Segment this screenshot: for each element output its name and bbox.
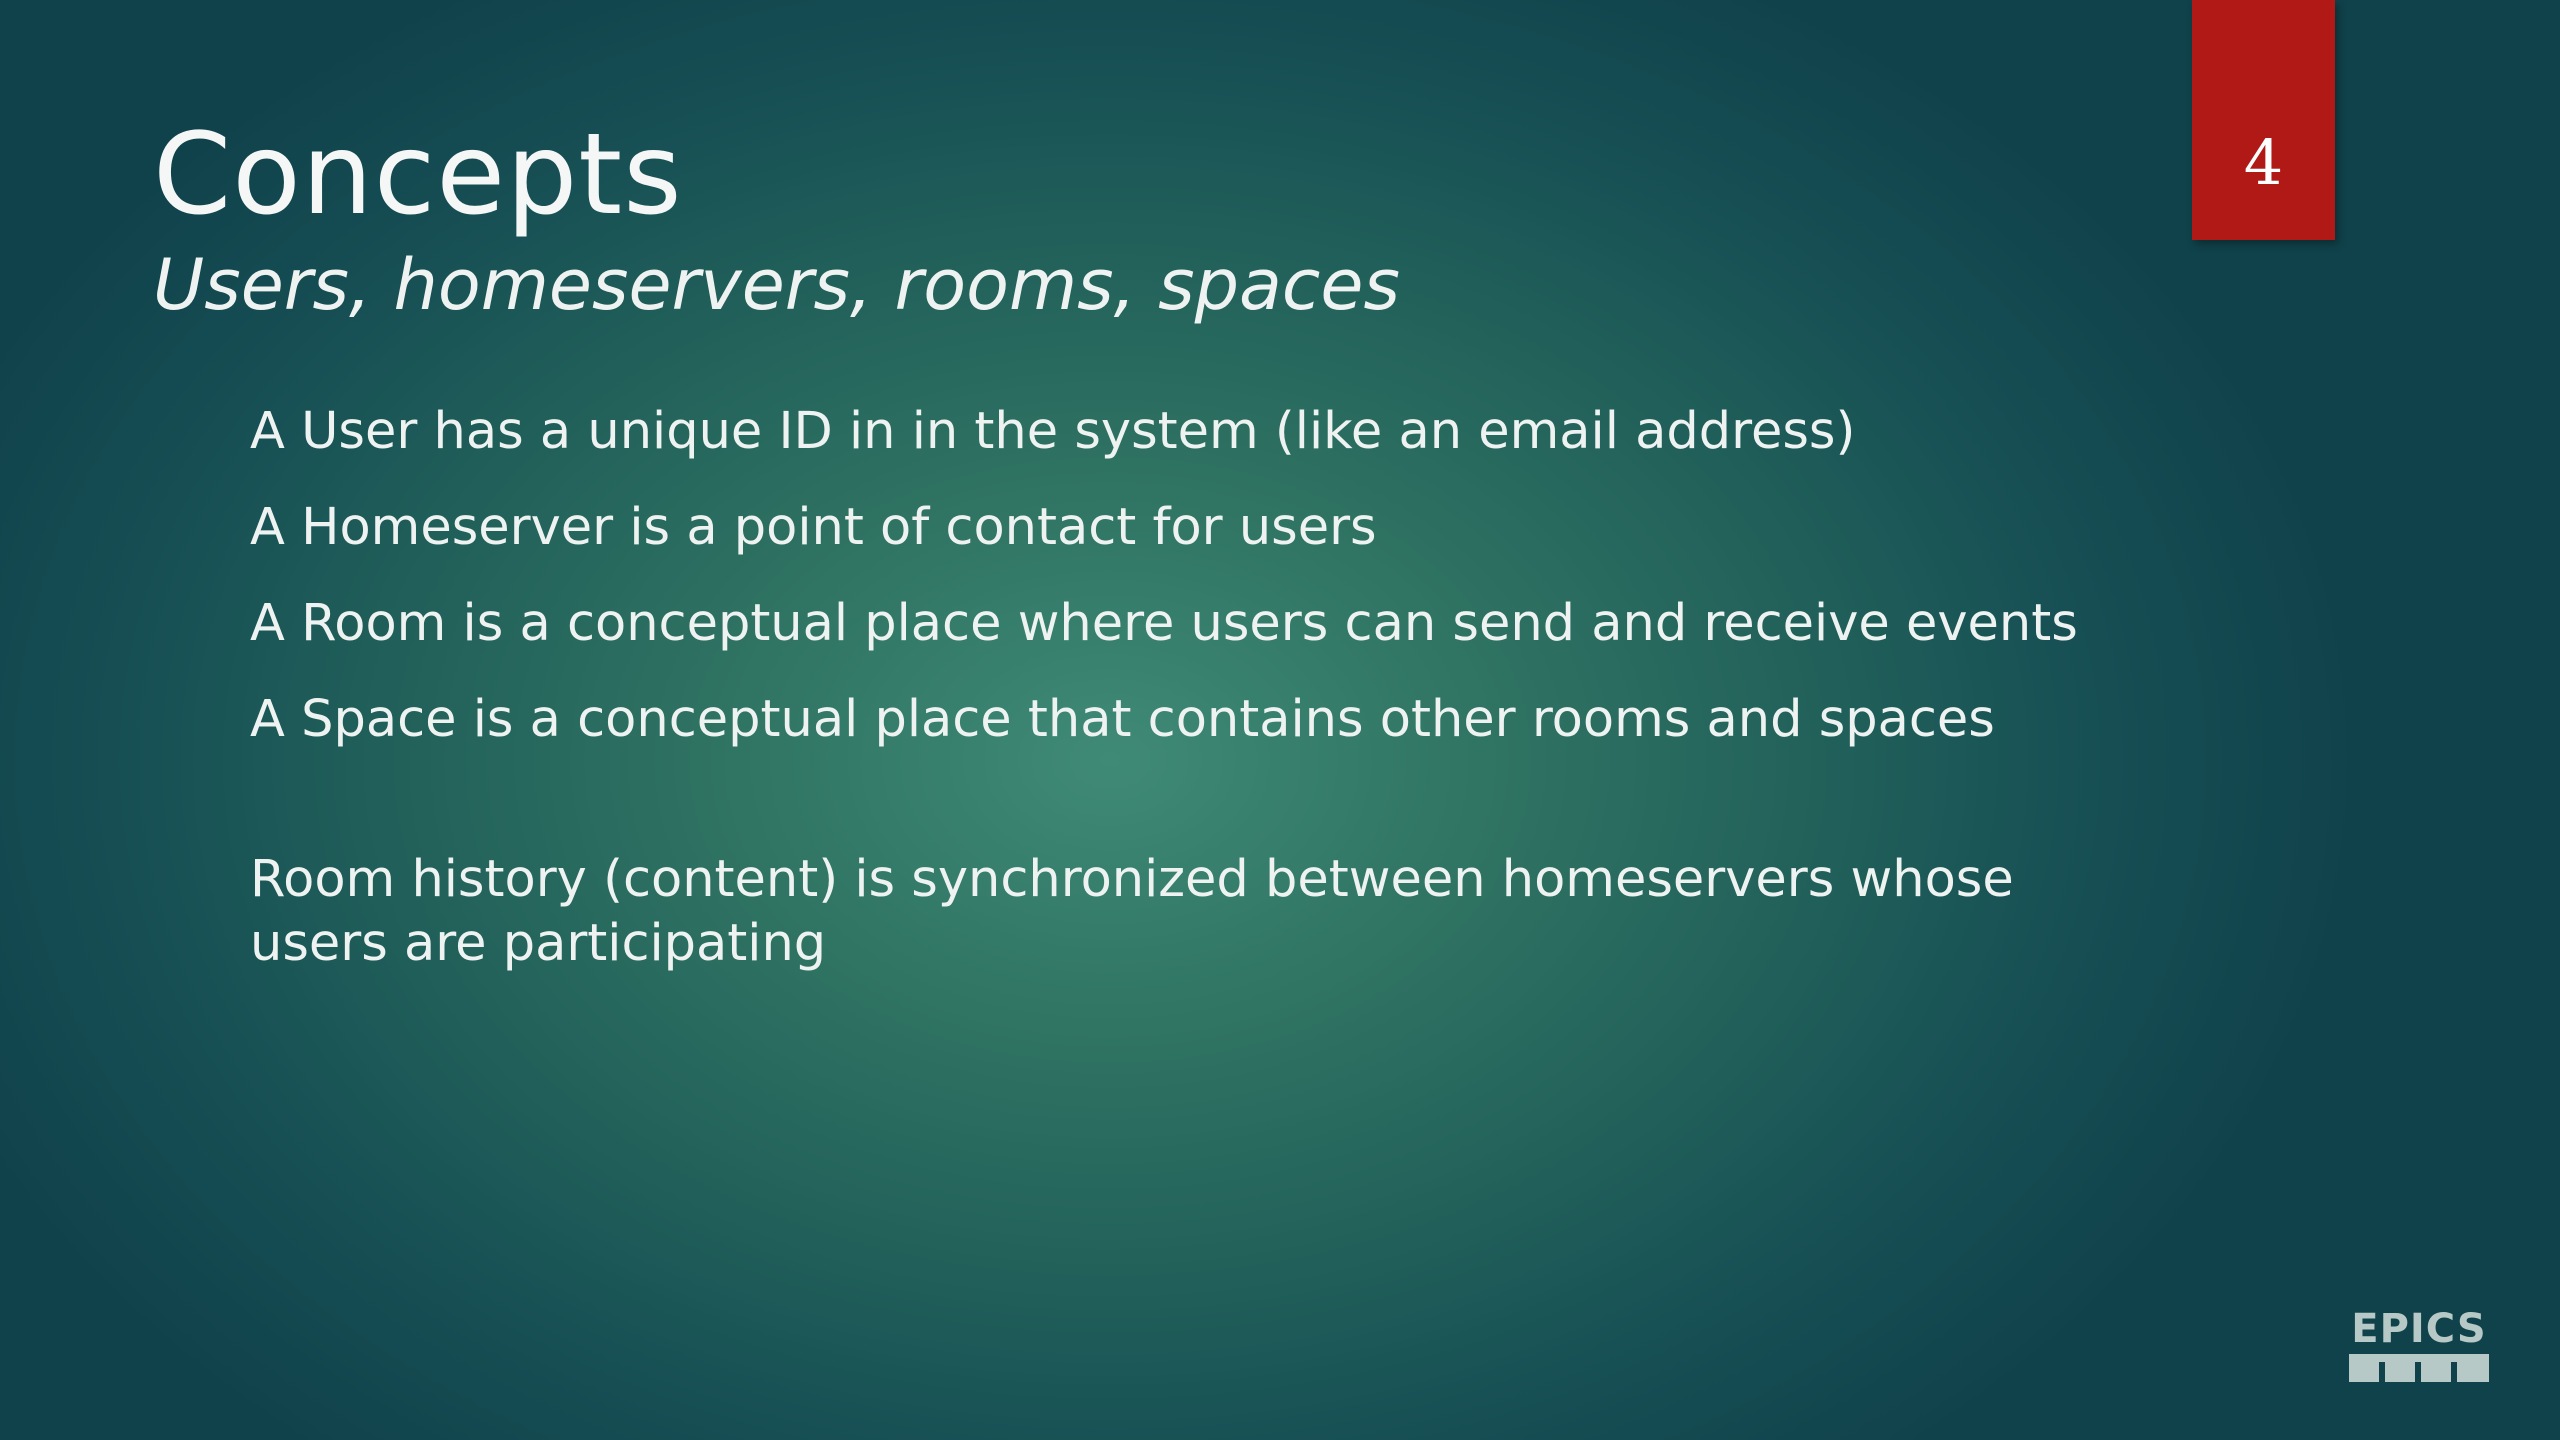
page-number: 4: [2243, 126, 2284, 199]
bullet-list: [250, 400, 2150, 1008]
bullet-item: A Homeserver is a point of contact for users: [250, 498, 1377, 557]
logo-text: EPICS: [2351, 1306, 2487, 1352]
bullet-item: Room history (content) is synchronized between homeservers whose users are participating: [250, 850, 2014, 973]
slide-subtitle: Users, homeservers, rooms, spaces: [153, 244, 1400, 326]
logo-bars-icon: [2349, 1354, 2489, 1382]
page-number-badge: [2192, 0, 2335, 240]
epics-logo: [2349, 1306, 2489, 1386]
bullet-item: A User has a unique ID in in the system (like an email address): [250, 402, 1856, 461]
bullet-item: A Space is a conceptual place that contains other rooms and spaces: [250, 690, 1995, 749]
slide-title: Concepts: [153, 110, 683, 240]
bullet-item: A Room is a conceptual place where users can send and receive events: [250, 594, 2078, 653]
